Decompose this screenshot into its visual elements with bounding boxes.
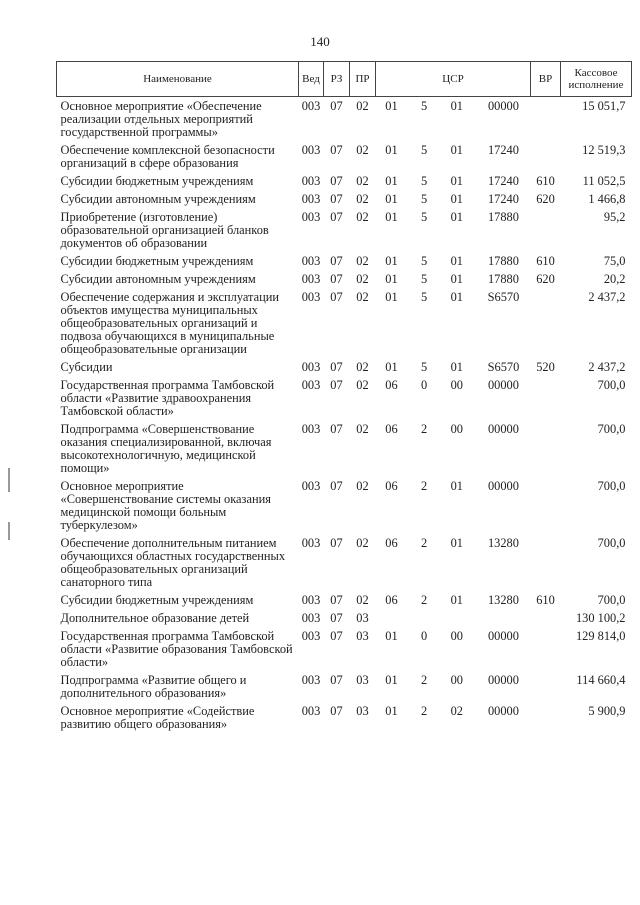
csr-part: 5 <box>421 99 428 113</box>
csr-part: 01 <box>385 272 398 286</box>
csr-part: 00 <box>450 378 463 392</box>
csr-part: 00000 <box>487 422 519 436</box>
csr-part: 13280 <box>487 593 519 607</box>
row-pr: 02 <box>356 290 369 304</box>
row-ved: 003 <box>301 536 321 550</box>
table-body <box>57 97 632 734</box>
row-name: Дополнительное образование детей <box>60 611 250 625</box>
row-vr <box>531 141 561 172</box>
row-name: Субсидии бюджетным учреждениям <box>60 174 254 188</box>
row-pr: 03 <box>356 611 369 625</box>
csr-part: 00 <box>450 673 463 687</box>
row-csr <box>376 358 531 376</box>
row-vr <box>531 534 561 591</box>
csr-part: 2 <box>421 422 428 436</box>
row-csr <box>376 477 531 534</box>
csr-code <box>378 630 529 643</box>
row-amount: 2 437,2 <box>588 360 626 374</box>
csr-part: 0 <box>421 378 428 392</box>
row-ved: 003 <box>301 174 321 188</box>
row-csr <box>376 172 531 190</box>
csr-code <box>378 423 529 436</box>
row-amount: 700,0 <box>597 378 626 392</box>
row-vr <box>531 420 561 477</box>
row-ved: 003 <box>301 378 321 392</box>
row-csr <box>376 534 531 591</box>
csr-part: 5 <box>421 210 428 224</box>
row-csr <box>376 627 531 671</box>
row-name: Субсидии <box>60 360 113 374</box>
row-csr <box>376 702 531 733</box>
csr-code <box>378 480 529 493</box>
row-ved: 003 <box>301 611 321 625</box>
row-amount: 15 051,7 <box>582 99 626 113</box>
csr-part: 5 <box>421 272 428 286</box>
row-name: Обеспечение содержания и эксплуатации объектов имущества муниципальных общеобразовательных организаций и подвоза обучающихся в муниципальные общеобразовательные организации <box>60 290 280 356</box>
row-vr: 620 <box>536 192 555 206</box>
csr-part: 17240 <box>487 192 519 206</box>
table-row <box>57 172 632 190</box>
row-rz: 07 <box>330 192 343 206</box>
csr-code <box>378 705 529 718</box>
row-vr <box>531 702 561 733</box>
row-amount: 700,0 <box>597 536 626 550</box>
row-ved: 003 <box>301 673 321 687</box>
header-pr: ПР <box>350 62 376 97</box>
row-pr: 03 <box>356 629 369 643</box>
csr-part: 01 <box>450 536 463 550</box>
row-ved: 003 <box>301 593 321 607</box>
row-ved: 003 <box>301 210 321 224</box>
row-csr <box>376 270 531 288</box>
row-amount: 129 814,0 <box>575 629 626 643</box>
csr-part: 01 <box>450 192 463 206</box>
row-amount: 20,2 <box>603 272 626 286</box>
csr-part: 17880 <box>487 210 519 224</box>
csr-part: 01 <box>450 143 463 157</box>
row-csr <box>376 591 531 609</box>
csr-part: 01 <box>450 254 463 268</box>
csr-part: 17240 <box>487 143 519 157</box>
row-amount: 11 052,5 <box>582 174 626 188</box>
csr-part: 01 <box>385 143 398 157</box>
csr-code <box>378 594 529 607</box>
csr-part: 01 <box>450 360 463 374</box>
table-row <box>57 609 632 627</box>
binding-mark <box>8 522 10 540</box>
row-vr <box>531 288 561 358</box>
row-amount: 114 660,4 <box>576 673 626 687</box>
row-rz: 07 <box>330 378 343 392</box>
header-rz: РЗ <box>324 62 350 97</box>
header-amount: Кассовое исполнение <box>561 62 632 97</box>
header-ved: Вед <box>299 62 324 97</box>
csr-code <box>378 273 529 286</box>
csr-part: 06 <box>385 536 398 550</box>
row-amount: 700,0 <box>597 422 626 436</box>
row-name: Обеспечение дополнительным питанием обучающихся областных государственных общеобразовательных организаций санаторного типа <box>60 536 286 589</box>
csr-part: 00 <box>450 422 463 436</box>
row-pr: 02 <box>356 378 369 392</box>
row-pr: 02 <box>356 254 369 268</box>
table-row <box>57 97 632 142</box>
row-pr: 02 <box>356 360 369 374</box>
row-ved: 003 <box>301 254 321 268</box>
row-rz: 07 <box>330 611 343 625</box>
row-name: Основное мероприятие «Совершенствование системы оказания медицинской помощи больным туберкулезом» <box>60 479 271 532</box>
row-rz: 07 <box>330 673 343 687</box>
row-name: Субсидии автономным учреждениям <box>60 272 256 286</box>
row-csr <box>376 609 531 627</box>
row-rz: 07 <box>330 422 343 436</box>
row-name: Подпрограмма «Развитие общего и дополнительного образования» <box>60 673 247 700</box>
row-rz: 07 <box>330 536 343 550</box>
csr-part: 2 <box>421 673 428 687</box>
table-row <box>57 702 632 733</box>
csr-part: 2 <box>421 704 428 718</box>
csr-part: 00 <box>450 629 463 643</box>
row-rz: 07 <box>330 360 343 374</box>
table-row <box>57 288 632 358</box>
csr-part: 01 <box>385 174 398 188</box>
row-rz: 07 <box>330 704 343 718</box>
table-row <box>57 477 632 534</box>
row-name: Субсидии бюджетным учреждениям <box>60 254 254 268</box>
row-vr <box>531 208 561 252</box>
row-rz: 07 <box>330 629 343 643</box>
row-pr: 03 <box>356 704 369 718</box>
csr-part: 06 <box>385 422 398 436</box>
row-vr: 620 <box>536 272 555 286</box>
row-csr <box>376 190 531 208</box>
row-amount: 1 466,8 <box>588 192 626 206</box>
row-pr: 02 <box>356 192 369 206</box>
csr-part: 01 <box>385 629 398 643</box>
row-ved: 003 <box>301 290 321 304</box>
csr-part: 01 <box>450 210 463 224</box>
row-pr: 02 <box>356 272 369 286</box>
row-rz: 07 <box>330 254 343 268</box>
row-rz: 07 <box>330 593 343 607</box>
csr-part: 02 <box>450 704 463 718</box>
row-vr <box>531 97 561 142</box>
header-name: Наименование <box>57 62 299 97</box>
row-vr <box>531 376 561 420</box>
table-row <box>57 671 632 702</box>
row-csr <box>376 376 531 420</box>
csr-part: 01 <box>385 254 398 268</box>
row-rz: 07 <box>330 99 343 113</box>
row-amount: 5 900,9 <box>588 704 626 718</box>
table-row <box>57 208 632 252</box>
budget-table <box>56 61 632 733</box>
row-pr: 02 <box>356 210 369 224</box>
csr-part: 01 <box>385 704 398 718</box>
csr-part: 2 <box>421 479 428 493</box>
csr-code <box>378 175 529 188</box>
csr-part: 01 <box>385 360 398 374</box>
row-pr: 02 <box>356 99 369 113</box>
csr-part: 00000 <box>487 479 519 493</box>
row-ved: 003 <box>301 99 321 113</box>
row-ved: 003 <box>301 272 321 286</box>
row-ved: 003 <box>301 704 321 718</box>
row-pr: 03 <box>356 673 369 687</box>
row-vr <box>531 477 561 534</box>
row-amount: 700,0 <box>597 479 626 493</box>
row-rz: 07 <box>330 272 343 286</box>
row-csr <box>376 97 531 142</box>
row-pr: 02 <box>356 479 369 493</box>
csr-code <box>378 255 529 268</box>
row-name: Субсидии автономным учреждениям <box>60 192 256 206</box>
csr-part: 01 <box>385 290 398 304</box>
row-vr: 520 <box>536 360 555 374</box>
row-rz: 07 <box>330 143 343 157</box>
csr-part: S6570 <box>487 360 520 374</box>
csr-part: 01 <box>450 99 463 113</box>
csr-code <box>378 361 529 374</box>
header-csr: ЦСР <box>376 62 531 97</box>
table-row <box>57 252 632 270</box>
csr-part: 5 <box>421 254 428 268</box>
csr-part: 01 <box>385 192 398 206</box>
csr-part: 06 <box>385 593 398 607</box>
row-ved: 003 <box>301 479 321 493</box>
row-ved: 003 <box>301 192 321 206</box>
csr-code <box>378 674 529 687</box>
csr-code <box>378 100 529 113</box>
csr-part: 17880 <box>487 254 519 268</box>
table-row <box>57 591 632 609</box>
table-row <box>57 376 632 420</box>
csr-part: 01 <box>450 272 463 286</box>
row-rz: 07 <box>330 290 343 304</box>
row-vr <box>531 627 561 671</box>
row-amount: 2 437,2 <box>588 290 626 304</box>
row-name: Государственная программа Тамбовской области «Развитие образования Тамбовской области» <box>60 629 293 669</box>
row-pr: 02 <box>356 593 369 607</box>
csr-part: 00000 <box>487 704 519 718</box>
csr-part: 5 <box>421 174 428 188</box>
row-csr <box>376 208 531 252</box>
binding-mark <box>8 468 10 492</box>
table-row <box>57 420 632 477</box>
table-row <box>57 627 632 671</box>
row-ved: 003 <box>301 360 321 374</box>
header-vr: ВР <box>531 62 561 97</box>
csr-code <box>378 379 529 392</box>
row-rz: 07 <box>330 174 343 188</box>
row-name: Государственная программа Тамбовской области «Развитие здравоохранения Тамбовской области» <box>60 378 275 418</box>
row-rz: 07 <box>330 210 343 224</box>
row-name: Основное мероприятие «Обеспечение реализации отдельных мероприятий государственной программы» <box>60 99 262 139</box>
csr-code <box>378 193 529 206</box>
table-header-row <box>57 62 632 97</box>
row-ved: 003 <box>301 629 321 643</box>
row-amount: 130 100,2 <box>575 611 626 625</box>
csr-part: 01 <box>450 174 463 188</box>
row-csr <box>376 288 531 358</box>
row-amount: 75,0 <box>603 254 626 268</box>
csr-part: 01 <box>450 479 463 493</box>
row-amount: 700,0 <box>597 593 626 607</box>
row-pr: 02 <box>356 422 369 436</box>
csr-code <box>378 211 529 224</box>
csr-part: S6570 <box>487 290 520 304</box>
row-csr <box>376 420 531 477</box>
csr-part: 01 <box>450 593 463 607</box>
row-csr <box>376 141 531 172</box>
row-vr <box>531 609 561 627</box>
csr-part: 5 <box>421 143 428 157</box>
table-row <box>57 358 632 376</box>
table-row <box>57 190 632 208</box>
row-csr <box>376 252 531 270</box>
row-vr: 610 <box>536 593 555 607</box>
csr-code <box>378 291 529 304</box>
row-amount: 95,2 <box>603 210 626 224</box>
row-vr: 610 <box>536 174 555 188</box>
row-amount: 12 519,3 <box>582 143 626 157</box>
page-number: 140 <box>310 34 330 49</box>
csr-part: 17240 <box>487 174 519 188</box>
row-ved: 003 <box>301 422 321 436</box>
row-rz: 07 <box>330 479 343 493</box>
row-vr: 610 <box>536 254 555 268</box>
csr-code <box>378 537 529 550</box>
csr-part: 01 <box>385 673 398 687</box>
csr-part: 01 <box>385 99 398 113</box>
csr-part: 2 <box>421 593 428 607</box>
csr-part: 0 <box>421 629 428 643</box>
row-vr <box>531 671 561 702</box>
row-csr <box>376 671 531 702</box>
csr-part: 06 <box>385 479 398 493</box>
table-row <box>57 270 632 288</box>
csr-part: 00000 <box>487 378 519 392</box>
csr-part: 5 <box>421 192 428 206</box>
row-pr: 02 <box>356 143 369 157</box>
row-name: Субсидии бюджетным учреждениям <box>60 593 254 607</box>
csr-part: 00000 <box>487 673 519 687</box>
row-pr: 02 <box>356 536 369 550</box>
csr-part: 5 <box>421 290 428 304</box>
csr-part: 06 <box>385 378 398 392</box>
row-name: Основное мероприятие «Содействие развитию общего образования» <box>60 704 255 731</box>
csr-part: 5 <box>421 360 428 374</box>
table-row <box>57 534 632 591</box>
row-ved: 003 <box>301 143 321 157</box>
table-row <box>57 141 632 172</box>
row-name: Обеспечение комплексной безопасности организаций в сфере образования <box>60 143 275 170</box>
csr-code <box>378 144 529 157</box>
row-name: Подпрограмма «Совершенствование оказания специализированной, включая высокотехнологичную, медицинской помощи» <box>60 422 272 475</box>
row-name: Приобретение (изготовление) образовательной организацией бланков документов об образовании <box>60 210 269 250</box>
csr-part: 2 <box>421 536 428 550</box>
csr-part: 01 <box>450 290 463 304</box>
csr-part: 01 <box>385 210 398 224</box>
csr-part: 13280 <box>487 536 519 550</box>
csr-part: 17880 <box>487 272 519 286</box>
csr-part: 00000 <box>487 629 519 643</box>
row-pr: 02 <box>356 174 369 188</box>
csr-part: 00000 <box>487 99 519 113</box>
